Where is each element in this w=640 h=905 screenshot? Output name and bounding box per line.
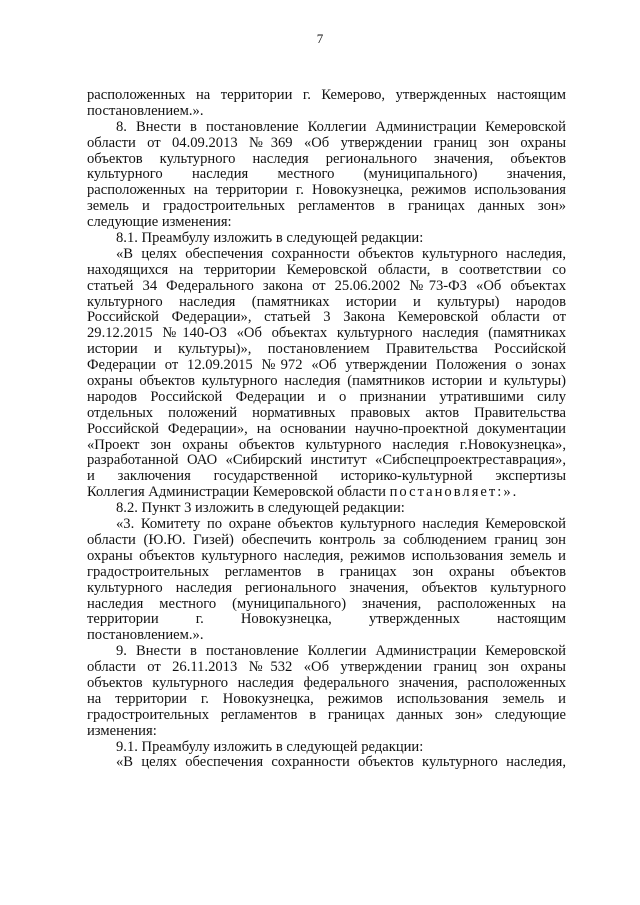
text-line [87,104,566,120]
text-line [87,358,566,374]
line-text: культурного наследия местного (муниципального) значения, [87,166,566,183]
line-text: градостроительных регламентов в границах зон охраны объектов [87,563,566,580]
line-text: и заключения государственной историко-культурной экспертизы [87,468,566,485]
line-text: культурного наследия (памятниках истории и культуры) народов [87,293,566,310]
text-line [87,199,566,215]
text-line [87,183,566,199]
text-line [87,167,566,183]
text-line [87,755,566,771]
line-text: объектов культурного наследия регионального значения, объектов [87,150,566,167]
text-line [87,533,566,549]
line-text: 8.2. Пункт 3 изложить в следующей редакции: [116,500,405,517]
line-text: наследия местного (муниципального) значения, расположенных на [87,595,566,612]
text-line [87,485,566,501]
text-line [87,310,566,326]
line-text: отдельных положений нормативных правовых актов Правительства [87,404,566,421]
text-line [87,88,566,104]
line-text: 9.1. Преамбулу изложить в следующей редакции: [116,738,424,755]
line-text: расположенных на территории г. Новокузнецка, режимов использования [87,182,566,199]
line-text: Российской Федерации», статьей 3 Закона Кемеровской области от [87,309,566,326]
text-line [87,565,566,581]
text-line [87,390,566,406]
line-text: области от 04.09.2013 №369 «Об утверждении границ зон охраны [87,134,566,151]
text-line [87,501,566,517]
line-text: следующие изменения: [87,214,232,231]
text-line [87,374,566,390]
text-line [87,581,566,597]
line-text: народов Российской Федерации и о признании утратившими силу [87,388,566,405]
spaced-resolution-word: постановляет:». [389,484,519,501]
text-line [87,152,566,168]
page-number: 7 [316,31,324,46]
line-text: разработанной ОАО «Сибирский институт «Сибспецпроектреставрация», [87,452,566,469]
line-text: Российской Федерации», на основании научно-проектной документации [87,420,566,437]
line-text: расположенных на территории г. Кемерово, утвержденных настоящим [87,87,566,103]
text-line [87,263,566,279]
text-line [87,517,566,533]
text-line [87,740,566,756]
line-text: области (Ю.Ю. Гизей) обеспечить контроль за соблюдением границ зон [87,531,566,548]
text-line [87,644,566,660]
line-text: изменения: [87,722,157,739]
line-text: находящихся на территории Кемеровской области, в соответствии со [87,261,566,278]
text-line [87,724,566,740]
line-text: истории и культуры)», постановлением Правительства Российской [87,341,566,358]
line-text: Федерации от 12.09.2015 №972 «Об утверждении Положения о зонах [87,357,566,374]
line-text: постановлением.». [87,627,204,644]
text-line [87,136,566,152]
text-line [87,597,566,613]
line-text: охраны объектов культурного наследия (памятников истории и культуры) [87,373,566,390]
text-line [87,422,566,438]
line-text: «3. Комитету по охране объектов культурного наследия Кемеровской [116,516,566,533]
text-line [87,469,566,485]
text-line [87,295,566,311]
line-text: 8. Внести в постановление Коллегии Администрации Кемеровской [116,118,566,135]
text-line [87,549,566,565]
text-line [87,120,566,136]
text-line [87,406,566,422]
line-text: статьей 34 Федерального закона от 25.06.2002 №73-ФЗ «Об объектах [87,277,566,294]
text-line [87,660,566,676]
line-text: градостроительных регламентов в границах данных зон» следующие [87,706,566,723]
text-line [87,342,566,358]
text-line [87,708,566,724]
line-text: 8.1. Преамбулу изложить в следующей редакции: [116,230,424,247]
line-text: территории г. Новокузнецка, утвержденных настоящим [87,611,566,628]
line-text: «В целях обеспечения сохранности объектов культурного наследия, [116,754,566,771]
line-text: Коллегия Администрации Кемеровской области [87,484,386,501]
text-line [87,628,566,644]
text-line [87,326,566,342]
line-text: постановлением.». [87,102,204,119]
line-text: 29.12.2015 №140-ОЗ «Об объектах культурного наследия (памятниках [87,325,566,342]
line-text: культурного наследия регионального значения, объектов культурного [87,579,566,596]
line-text: области от 26.11.2013 №532 «Об утверждении границ зон охраны [87,659,566,676]
line-text: на территории г. Новокузнецка, режимов использования земель и [87,690,566,707]
text-line [87,453,566,469]
text-line [87,279,566,295]
text-line [87,247,566,263]
line-text: объектов культурного наследия федерального значения, расположенных [87,674,566,691]
text-line [87,231,566,247]
line-text: «В целях обеспечения сохранности объектов культурного наследия, [116,245,566,262]
line-text: земель и градостроительных регламентов в границах данных зон» [87,198,566,215]
text-line [87,692,566,708]
text-line [87,438,566,454]
text-line [87,676,566,692]
line-text: 9. Внести в постановление Коллегии Администрации Кемеровской [116,643,566,660]
line-text: «Проект зон охраны объектов культурного наследия г.Новокузнецка», [87,436,566,453]
text-line [87,612,566,628]
document-body [87,88,566,771]
text-line [87,215,566,231]
line-text: охраны объектов культурного наследия, режимов использования земель и [87,547,566,564]
